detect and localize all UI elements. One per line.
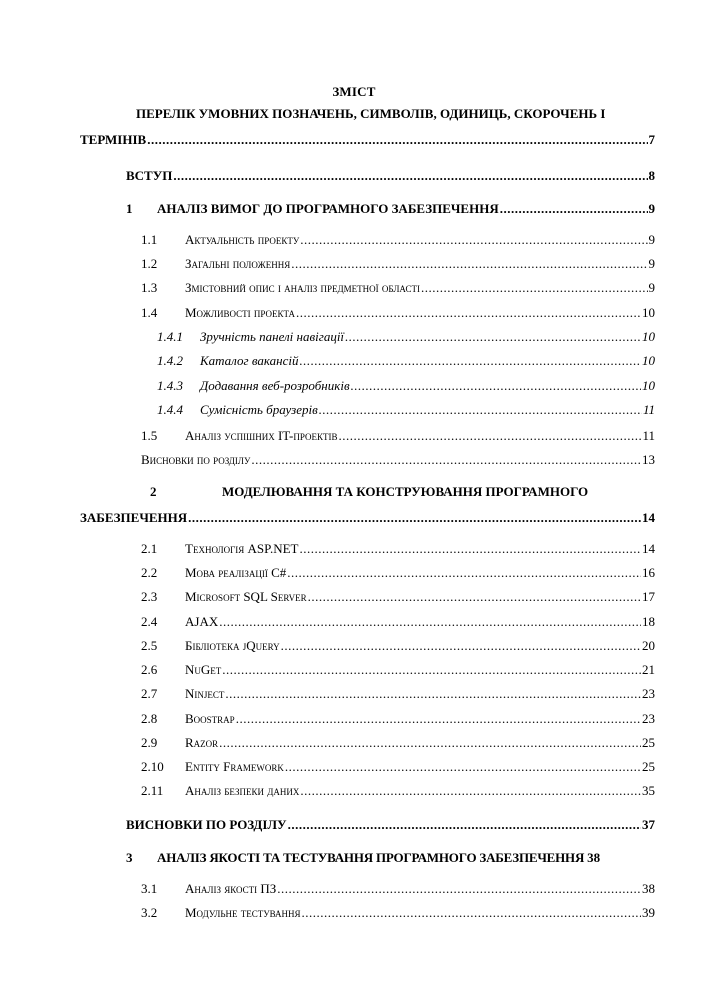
toc-entry-page: 10 (642, 329, 655, 344)
toc-leader-dots (500, 201, 648, 217)
toc-entry-number: 1.2 (141, 256, 158, 271)
toc-entry-page: 38 (587, 850, 601, 865)
toc-entry-text: ТЕРМІНІВ (80, 132, 147, 147)
toc-entry-page: 18 (642, 614, 655, 629)
toc-entry-number: 1.4 (141, 305, 158, 320)
toc-entry-page: 38 (642, 881, 655, 896)
toc-leader-dots (299, 353, 641, 369)
toc-entry-page: 25 (642, 759, 655, 774)
toc-leader-dots (302, 905, 641, 921)
toc-chapter2-line1: МОДЕЛЮВАННЯ ТА КОНСТРУЮВАННЯ ПРОГРАМНОГО (222, 484, 589, 499)
toc-entry-number: 1.4.1 (157, 329, 183, 344)
toc-entry-page: 11 (642, 428, 655, 443)
toc-entry[interactable] (141, 686, 655, 702)
toc-entry-page: 9 (648, 256, 655, 271)
toc-entry-text: Аналіз безпеки даних (185, 783, 300, 798)
toc-entry-text: Сумісність браузерів (200, 402, 318, 417)
toc-entry[interactable] (126, 201, 655, 217)
toc-entry[interactable] (141, 614, 655, 630)
toc-entry[interactable] (141, 759, 655, 775)
toc-entry[interactable] (141, 735, 655, 751)
toc-entry-number: 2.6 (141, 662, 158, 677)
toc-entry-text: Аналіз успішних IT-проектів (185, 428, 338, 443)
toc-leader-dots (296, 305, 641, 321)
toc-leader-dots (291, 256, 647, 272)
toc-entry-text: NuGet (185, 662, 222, 677)
toc-entry-page: 9 (648, 201, 655, 216)
toc-leader-dots (300, 783, 641, 799)
toc-leader-dots (308, 589, 641, 605)
toc-entry-text: Модульне тестування (185, 905, 301, 920)
toc-leader-dots (285, 759, 641, 775)
toc-entry-page: 21 (642, 662, 655, 677)
toc-entry-number: 1 (126, 201, 133, 216)
toc-entry[interactable] (141, 711, 655, 727)
toc-entry-number: 3.1 (141, 881, 158, 896)
toc-entry-text: Актуальність проекту (185, 232, 300, 247)
toc-entry-number: 1.4.4 (157, 402, 183, 417)
toc-entry-text: Entity Framework (185, 759, 284, 774)
toc-entry-text: Boostrap (185, 711, 235, 726)
toc-entry-text: Технологія ASP.NET (185, 541, 299, 556)
toc-entry[interactable] (141, 541, 655, 557)
toc-entry-text: ВСТУП (126, 168, 173, 183)
toc-entry[interactable] (141, 589, 655, 605)
toc-entry-number: 2.5 (141, 638, 158, 653)
toc-chapter2-number: 2 (150, 484, 157, 499)
toc-entry-text: ВИСНОВКИ ПО РОЗДІЛУ (126, 817, 287, 832)
toc-entry[interactable] (141, 232, 655, 248)
toc-leader-dots (351, 378, 641, 394)
toc-leader-dots (338, 428, 641, 444)
toc-leader-dots (222, 662, 641, 678)
toc-leader-dots (345, 329, 641, 345)
toc-entry-page: 9 (648, 280, 655, 295)
toc-entry-number: 1.4.2 (157, 353, 183, 368)
toc-entry-page: 10 (642, 353, 655, 368)
toc-entry[interactable] (157, 353, 655, 369)
toc-leader-dots (147, 132, 647, 148)
toc-entry-page: 8 (648, 168, 655, 183)
toc-entry-text: Можливості проекта (185, 305, 296, 320)
toc-entry-number: 2.8 (141, 711, 158, 726)
toc-entry-text: AJAX (185, 614, 219, 629)
toc-entry-page: 10 (642, 378, 655, 393)
toc-leader-dots (236, 711, 641, 727)
toc-entry-text: АНАЛІЗ ВИМОГ ДО ПРОГРАМНОГО ЗАБЕЗПЕЧЕННЯ (157, 201, 499, 216)
toc-entry-page: 17 (642, 589, 655, 604)
toc-entry-terms[interactable] (80, 132, 655, 148)
toc-entry-text: Загальні положення (185, 256, 291, 271)
toc-entry-page: 10 (642, 305, 655, 320)
toc-entry-page: 23 (642, 686, 655, 701)
toc-entry-number: 1.5 (141, 428, 158, 443)
page-title: ЗМІСТ (332, 84, 376, 99)
toc-entry[interactable] (157, 329, 655, 345)
toc-entry[interactable] (126, 850, 655, 866)
toc-entry-number: 1.3 (141, 280, 158, 295)
toc-entry[interactable] (141, 428, 655, 444)
toc-entry-number: 2.9 (141, 735, 158, 750)
toc-entry-text: Razor (185, 735, 219, 750)
toc-entry-page: 37 (642, 817, 655, 832)
toc-entry[interactable] (141, 452, 655, 468)
toc-entry-page: 11 (642, 402, 655, 417)
toc-entry-number: 2.11 (141, 783, 164, 798)
toc-entry-number: 2.10 (141, 759, 164, 774)
toc-entry[interactable] (141, 565, 655, 581)
toc-entry[interactable] (141, 280, 655, 296)
toc-entry-page: 39 (642, 905, 655, 920)
toc-leader-dots (219, 735, 641, 751)
toc-entry[interactable] (141, 905, 655, 921)
toc-entry-number: 3.2 (141, 905, 158, 920)
toc-leader-dots (277, 881, 641, 897)
toc-entry-text: Microsoft SQL Server (185, 589, 307, 604)
toc-entry-text: Змістовний опис і аналіз предметної області (185, 280, 420, 295)
toc-entry-text: ЗАБЕЗПЕЧЕННЯ (80, 510, 188, 525)
toc-entry-number: 1.1 (141, 232, 158, 247)
toc-entry-page: 25 (642, 735, 655, 750)
toc-entry[interactable] (141, 662, 655, 678)
toc-entry-text: Аналіз якості ПЗ (185, 881, 277, 896)
toc-entry-page: 23 (642, 711, 655, 726)
toc-entry-page: 14 (642, 541, 655, 556)
toc-entry[interactable] (141, 256, 655, 272)
toc-leader-dots (299, 541, 641, 557)
toc-entry-text: Каталог вакансій (200, 353, 299, 368)
toc-terms-line1: ПЕРЕЛІК УМОВНИХ ПОЗНАЧЕНЬ, СИМВОЛІВ, ОДИНИЦЬ, СКОРОЧЕНЬ І (136, 106, 606, 121)
toc-entry-text: АНАЛІЗ ЯКОСТІ ТА ТЕСТУВАННЯ ПРОГРАМНОГО ЗАБЕЗПЕЧЕННЯ (157, 850, 585, 865)
toc-entry-page: 16 (642, 565, 655, 580)
toc-entry-text: Бібліотека jQuery (185, 638, 280, 653)
toc-entry-number: 2.4 (141, 614, 158, 629)
toc-entry-text: Ninject (185, 686, 225, 701)
toc-entry[interactable] (157, 402, 655, 418)
toc-leader-dots (188, 510, 641, 526)
toc-entry-number: 2.2 (141, 565, 158, 580)
toc-entry[interactable] (141, 881, 655, 897)
toc-leader-dots (225, 686, 641, 702)
toc-entry[interactable] (141, 638, 655, 654)
toc-entry-number: 2.1 (141, 541, 158, 556)
toc-leader-dots (251, 452, 641, 468)
toc-leader-dots (219, 614, 641, 630)
toc-leader-dots (173, 168, 647, 184)
toc-leader-dots (319, 402, 642, 418)
toc-entry[interactable] (126, 168, 655, 184)
toc-entry-text: Зручність панелі навігації (200, 329, 345, 344)
toc-entry-text: Висновки по розділу (141, 452, 251, 467)
toc-entry[interactable] (141, 783, 655, 799)
toc-entry-chapter2[interactable] (80, 510, 655, 526)
toc-entry-page: 20 (642, 638, 655, 653)
toc-entry-text: Додавання веб-розробників (200, 378, 350, 393)
toc-entry-number: 3 (126, 850, 133, 865)
toc-leader-dots (421, 280, 648, 296)
toc-entry-number: 2.3 (141, 589, 158, 604)
toc-entry-page: 14 (642, 510, 655, 525)
toc-entry-text: Мова реалізації C# (185, 565, 287, 580)
toc-entry[interactable] (141, 305, 655, 321)
toc-entry[interactable] (157, 378, 655, 394)
toc-leader-dots (281, 638, 641, 654)
toc-leader-dots (288, 817, 641, 833)
toc-leader-dots (287, 565, 641, 581)
toc-entry[interactable] (126, 817, 655, 833)
toc-entry-page: 9 (648, 232, 655, 247)
toc-entry-page: 7 (648, 132, 655, 147)
toc-entry-page: 35 (642, 783, 655, 798)
toc-leader-dots (300, 232, 647, 248)
toc-entry-number: 1.4.3 (157, 378, 183, 393)
toc-entry-number: 2.7 (141, 686, 158, 701)
toc-entry-page: 13 (642, 452, 655, 467)
